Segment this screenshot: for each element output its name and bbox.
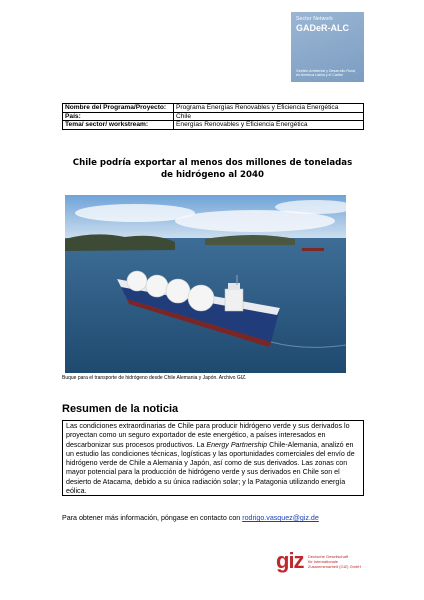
summary-text-part2: Chile-Alemania, analizó en un estudio las condiciones técnicas, logísticas y las oportunidades comerciales del envío de hidrógeno verde de Chile a Alemania y Japón, así como de sus derivados. Las zonas con mayor potencial para la producción de hidrógeno verde y sus derivados en Chile son el desierto de Atacama, debido a su única radiación solar; y la Patagonia utilizando energía eólica. bbox=[66, 440, 355, 496]
table-value-country: Chile bbox=[174, 112, 364, 121]
giz-wordmark: giz bbox=[276, 548, 304, 573]
logo-line2: GADeR-ALC bbox=[296, 23, 349, 33]
table-key-country: País: bbox=[63, 112, 174, 121]
contact-text: Para obtener más información, póngase en contacto con bbox=[62, 514, 243, 522]
table-key-program: Nombre del Programa/Proyecto: bbox=[63, 104, 174, 113]
sector-network-logo bbox=[291, 12, 364, 82]
giz-organization-name: Deutsche Gesellschaft für Internationale Zusammenarbeit (GIZ) GmbH bbox=[308, 554, 362, 569]
table-row bbox=[63, 121, 364, 130]
table-key-topic: Tema/ sector/ workstream: bbox=[63, 121, 174, 130]
news-headline bbox=[70, 157, 355, 181]
ship-photo bbox=[65, 195, 346, 373]
logo-line1: Sector Network bbox=[296, 16, 333, 22]
contact-email-link[interactable]: rodrigo.vasquez@giz.de bbox=[242, 514, 319, 522]
headline-line2: de hidrógeno al 2040 bbox=[161, 170, 264, 180]
summary-text-part1: Las condiciones extraordinarias de Chile para producir hidrógeno verde y sus derivados lo proyectan como un seguro exportador de este energético, a países interesados en descarbonizar sus procesos productivos. La bbox=[66, 422, 350, 449]
summary-title: Resumen de la noticia bbox=[62, 403, 179, 415]
summary-box bbox=[62, 420, 364, 496]
contact-line bbox=[62, 514, 319, 522]
headline-line1: Chile podría exportar al menos dos millones de toneladas bbox=[72, 158, 353, 168]
photo-caption: Buque para el transporte de hidrógeno desde Chile Alemania y Japón. Archivo GIZ. bbox=[62, 375, 247, 381]
table-row bbox=[63, 112, 364, 121]
table-value-topic: Energías Renovables y Eficiencia Energética bbox=[174, 121, 364, 130]
logo-subtitle: Gestión Ambiental y Desarrollo Rural, en América Latina y el Caribe bbox=[296, 68, 356, 78]
giz-logo bbox=[276, 548, 396, 576]
project-info-table bbox=[62, 103, 364, 130]
table-row bbox=[63, 104, 364, 113]
summary-italic-term: Energy Partnership bbox=[206, 440, 268, 449]
table-value-program: Programa Energías Renovables y Eficiencia Energética bbox=[174, 104, 364, 113]
